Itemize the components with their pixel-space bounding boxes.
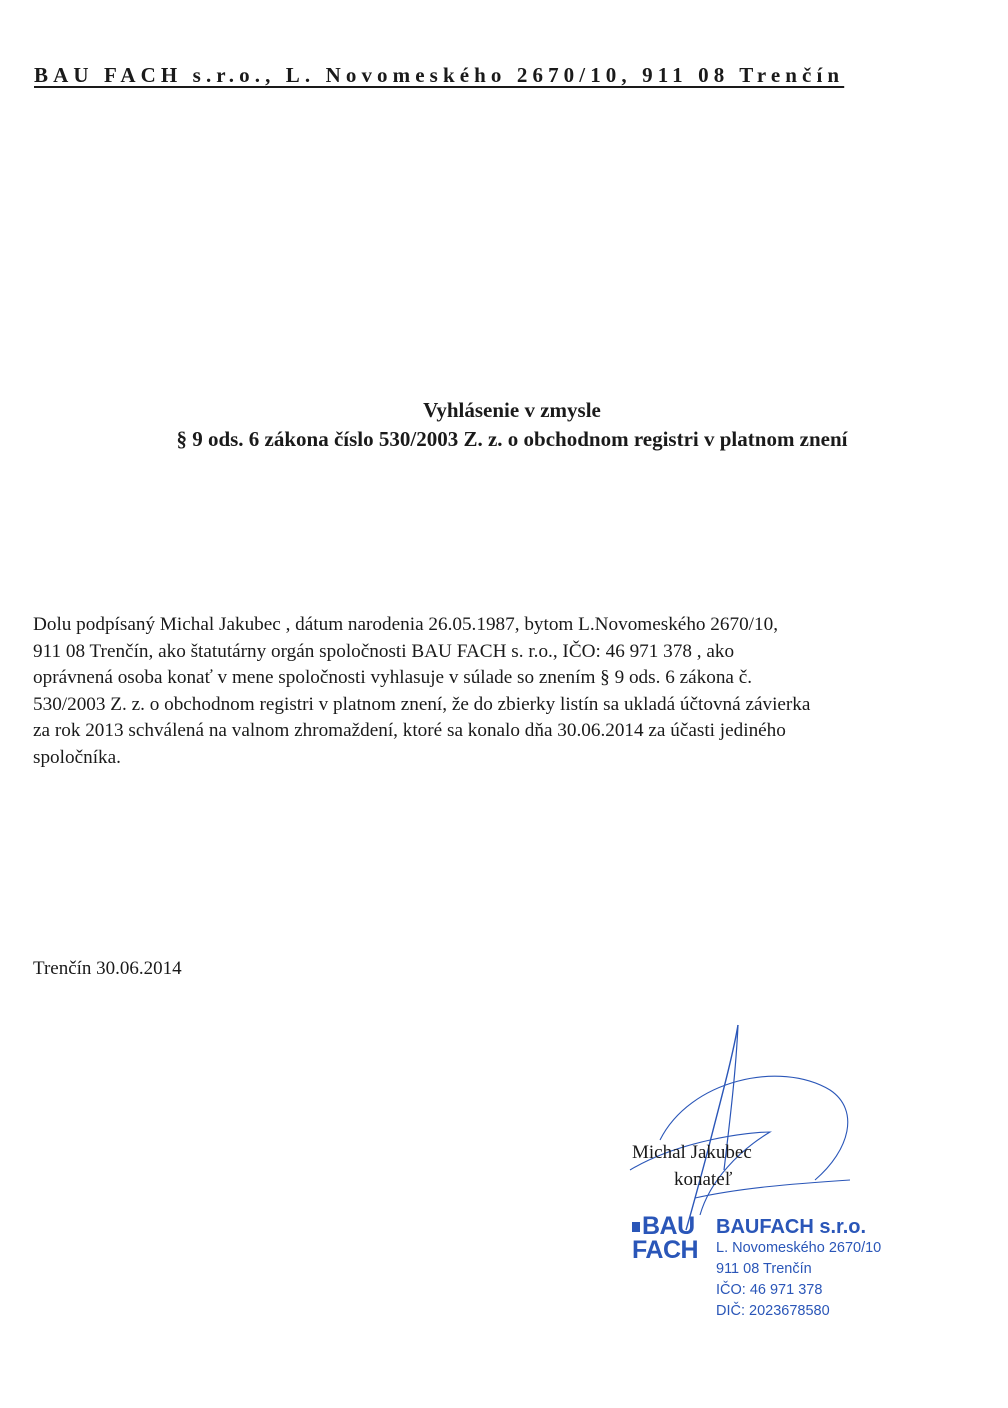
stamp-address: L. Novomeského 2670/10 (716, 1240, 882, 1256)
document-title: Vyhlásenie v zmysle (423, 398, 601, 422)
paragraph-line: 530/2003 Z. z. o obchodnom registri v platnom znení, že do zbierky listín sa ukladá účtovná závierka (33, 693, 811, 715)
handwritten-signature (600, 1020, 920, 1240)
document-subtitle: § 9 ods. 6 zákona číslo 530/2003 Z. z. o obchodnom registri v platnom znení (176, 427, 848, 451)
company-stamp (632, 1212, 932, 1332)
declaration-paragraph (33, 612, 973, 772)
stamp-company-name: BAUFACH s.r.o. (716, 1216, 867, 1238)
stamp-city: 911 08 Trenčín (716, 1261, 812, 1277)
company-logo (632, 1214, 714, 1262)
company-header: BAU FACH s.r.o., L. Novomeského 2670/10, 911 08 Trenčín (34, 63, 845, 87)
place-and-date: Trenčín 30.06.2014 (33, 958, 182, 979)
paragraph-line: za rok 2013 schválená na valnom zhromaždení, ktoré sa konalo dňa 30.06.2014 za účasti jediného (33, 720, 786, 742)
paragraph-line: oprávnená osoba konať v mene spoločnosti vyhlasuje v súlade so znením § 9 ods. 6 zákona č. (33, 667, 753, 689)
stamp-ico: IČO: 46 971 378 (716, 1282, 823, 1298)
paragraph-line: spoločníka. (33, 746, 121, 768)
paragraph-line: Dolu podpísaný Michal Jakubec , dátum narodenia 26.05.1987, bytom L.Novomeského 2670/10, (33, 614, 778, 635)
stamp-dic: DIČ: 2023678580 (716, 1303, 830, 1319)
logo-text: FACH (632, 1236, 699, 1264)
signatory-name: Michal Jakubec (632, 1142, 752, 1163)
paragraph-line: 911 08 Trenčín, ako štatutárny orgán spoločnosti BAU FACH s. r.o., IČO: 46 971 378 , ako (33, 640, 735, 662)
signatory-role: konateľ (674, 1169, 733, 1190)
logo-text: BAU (632, 1214, 714, 1238)
